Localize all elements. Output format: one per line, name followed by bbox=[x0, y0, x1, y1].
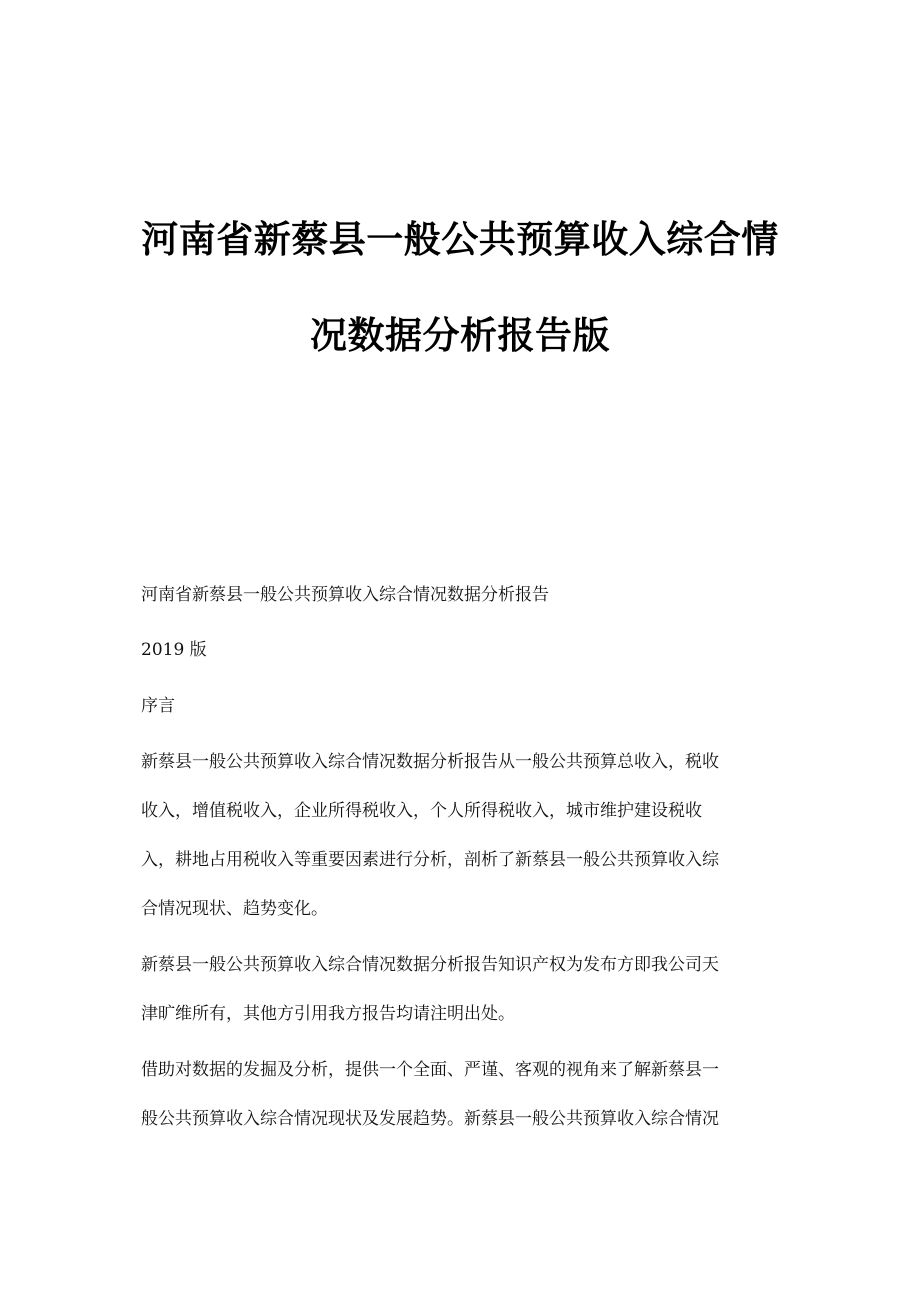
paragraph-line: 般公共预算收入综合情况现状及发展趋势。新蔡县一般公共预算收入综合情况 bbox=[141, 1109, 719, 1129]
paragraph-line: 合情况现状、趋势变化。 bbox=[141, 899, 328, 919]
paragraph-line: 新蔡县一般公共预算收入综合情况数据分析报告从一般公共预算总收入，税收 bbox=[141, 752, 719, 772]
report-edition: 2019 版 bbox=[141, 640, 207, 660]
paragraph-line: 新蔡县一般公共预算收入综合情况数据分析报告知识产权为发布方即我公司天 bbox=[141, 955, 719, 975]
preface-heading: 序言 bbox=[141, 696, 175, 716]
paragraph-line: 入，耕地占用税收入等重要因素进行分析，剖析了新蔡县一般公共预算收入综 bbox=[141, 850, 719, 870]
document-title-line-2: 况数据分析报告版 bbox=[310, 314, 610, 357]
paragraph-line: 津旷维所有，其他方引用我方报告均请注明出处。 bbox=[141, 1004, 515, 1024]
paragraph-line: 收入，增值税收入，企业所得税收入，个人所得税收入，城市维护建设税收 bbox=[141, 801, 702, 821]
document-title-line-1: 河南省新蔡县一般公共预算收入综合情 bbox=[141, 218, 779, 261]
report-subtitle: 河南省新蔡县一般公共预算收入综合情况数据分析报告 bbox=[141, 585, 549, 605]
paragraph-line: 借助对数据的发掘及分析，提供一个全面、严谨、客观的视角来了解新蔡县一 bbox=[141, 1060, 719, 1080]
